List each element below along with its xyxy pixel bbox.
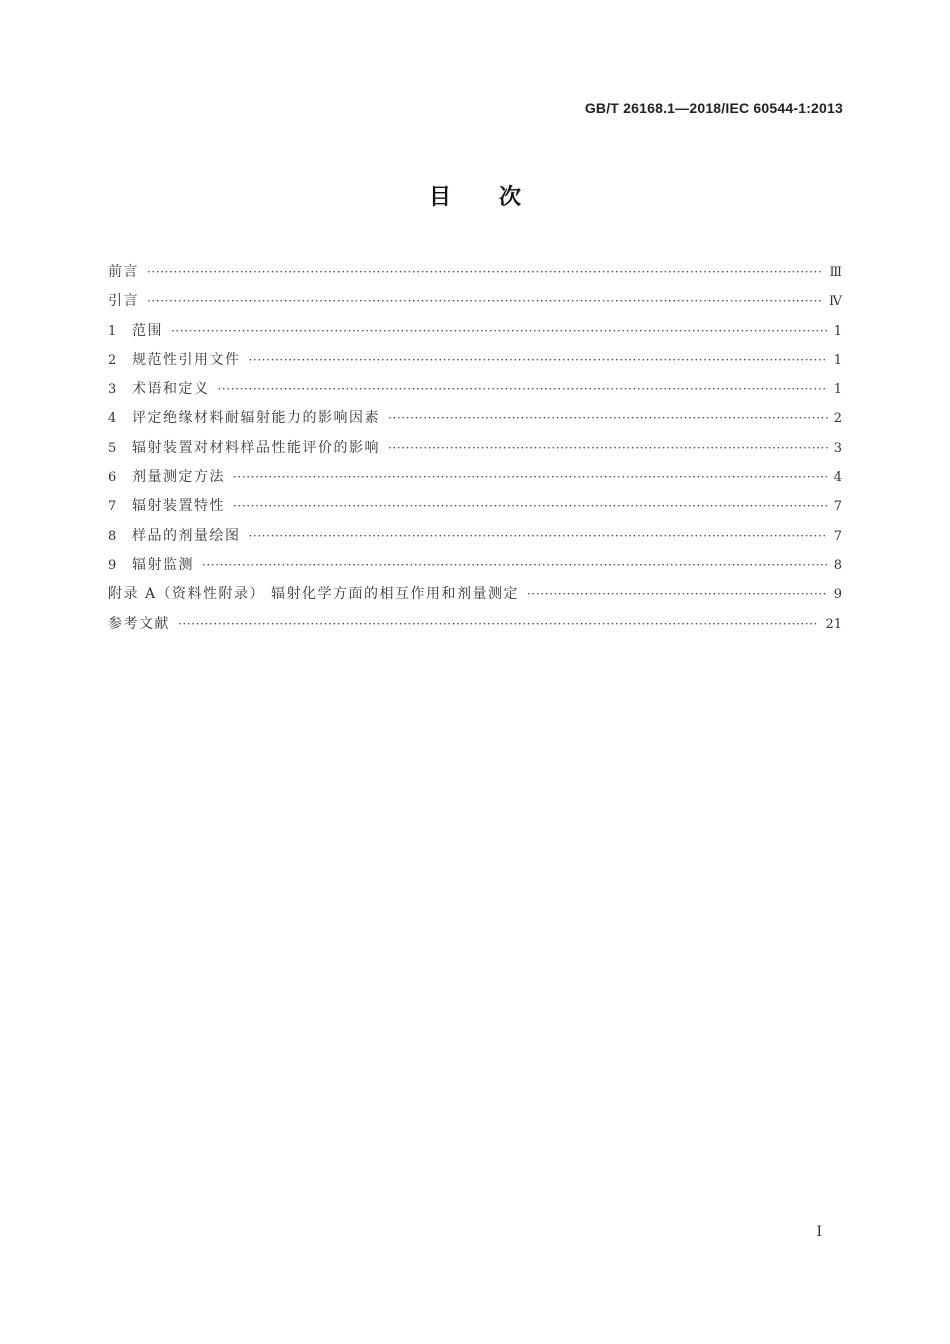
toc-entry-page: 7 [833,528,842,544]
toc-entry-number: 9 [108,557,117,573]
toc-leader-dots [249,346,828,375]
toc-entry-number: 1 [108,323,117,339]
toc-entry-page: 1 [833,382,842,398]
toc-leader-dots [233,492,828,521]
toc-entry-page: 1 [833,352,842,368]
toc-entry-label: 前言 [108,264,139,280]
toc-entry-number: 3 [108,382,117,398]
toc-entry-page: 8 [833,557,842,573]
toc-entry-page: 7 [833,499,842,515]
toc-leader-dots [249,522,828,551]
toc-entry-label: 参考文献 [108,615,170,632]
toc-entry-number: 6 [108,470,117,486]
toc-entry-number: 7 [108,499,117,515]
toc-entry[interactable] [108,317,842,346]
toc-entry[interactable] [108,258,842,287]
toc-entry[interactable] [108,522,842,551]
toc-entry-number: 5 [108,440,117,456]
toc-entry-number: 8 [108,528,117,544]
toc-entry-label: 术语和定义 [132,381,210,398]
toc-leader-dots [147,258,823,287]
toc-entry-label: 辐射装置特性 [132,498,225,515]
toc-entry-label: 辐射监测 [132,556,194,573]
toc-title: 目次 [428,185,569,210]
table-of-contents [108,258,842,639]
standard-code-header: GB/T 26168.1—2018/IEC 60544-1:2013 [584,100,843,116]
toc-entry-page: 4 [833,470,842,486]
toc-entry-label: 规范性引用文件 [132,351,241,368]
toc-entry[interactable] [108,610,842,639]
toc-leader-dots [527,580,828,609]
toc-entry-page: 9 [833,587,842,603]
toc-entry-page: 21 [825,616,842,632]
toc-entry-label: 评定绝缘材料耐辐射能力的影响因素 [132,410,380,427]
toc-entry-page: 1 [833,323,842,339]
toc-entry-number: 2 [108,352,117,368]
toc-entry-number: 4 [108,411,117,427]
toc-leader-dots [388,434,828,463]
toc-entry-page: Ⅳ [829,294,842,310]
toc-entry-page: Ⅲ [829,265,842,280]
toc-entry[interactable] [108,434,842,463]
toc-entry-page: 2 [833,411,842,427]
toc-leader-dots [171,317,828,346]
toc-entry-label: 辐射装置对材料样品性能评价的影响 [132,439,380,456]
toc-leader-dots [388,404,828,433]
toc-entry-page: 3 [833,440,842,456]
toc-entry[interactable] [108,287,842,316]
toc-entry[interactable] [108,551,842,580]
toc-entry-label: 引言 [108,293,139,310]
toc-entry[interactable] [108,580,842,609]
toc-leader-dots [218,375,828,404]
toc-leader-dots [202,551,828,580]
toc-entry[interactable] [108,463,842,492]
page-number: I [816,1224,822,1240]
toc-entry[interactable] [108,492,842,521]
toc-leader-dots [147,287,823,316]
toc-entry-label: 样品的剂量绘图 [132,527,241,544]
toc-leader-dots [233,463,828,492]
toc-leader-dots [178,610,819,639]
toc-entry[interactable] [108,404,842,433]
toc-entry[interactable] [108,375,842,404]
toc-entry-label: 范围 [132,322,163,339]
toc-entry-label: 附录 A（资料性附录） 辐射化学方面的相互作用和剂量测定 [108,586,520,603]
toc-entry[interactable] [108,346,842,375]
toc-entry-label: 剂量测定方法 [132,469,225,486]
